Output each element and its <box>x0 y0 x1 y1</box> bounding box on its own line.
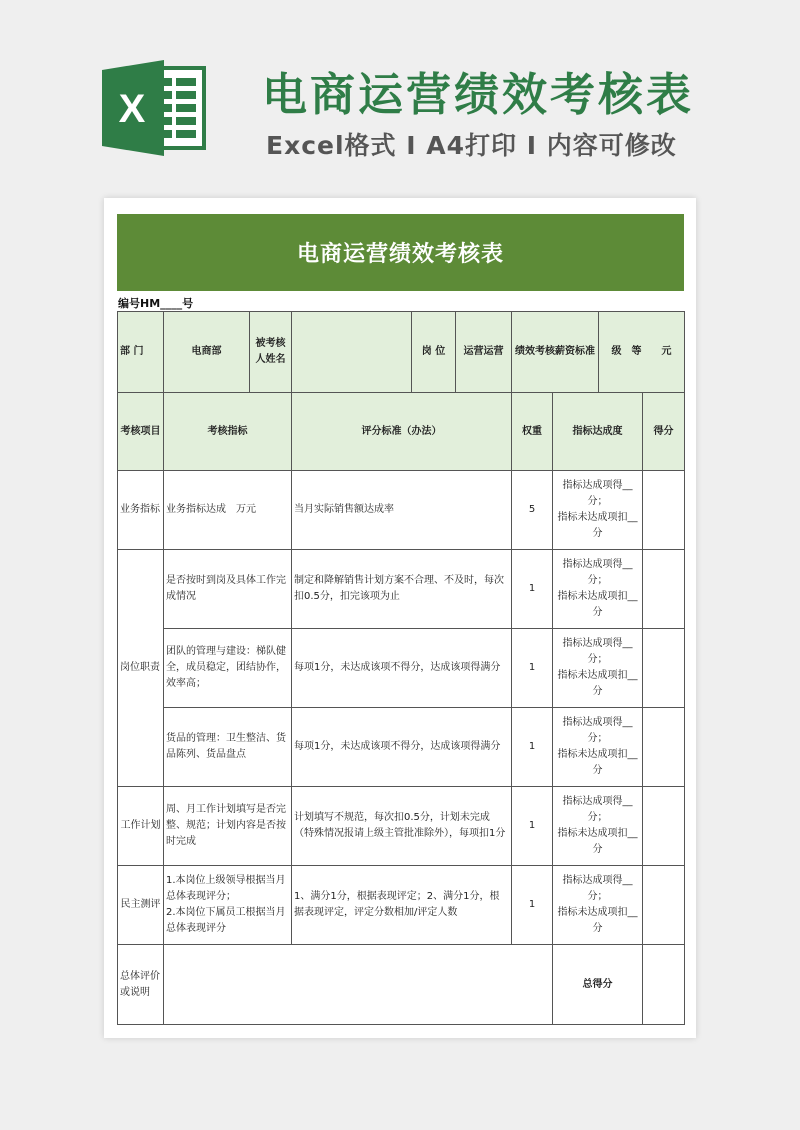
score-cell[interactable] <box>643 866 685 945</box>
total-score-field[interactable] <box>643 945 685 1025</box>
examinee-name-field[interactable] <box>292 312 412 393</box>
weight-cell: 1 <box>512 629 553 708</box>
score-cell[interactable] <box>643 708 685 787</box>
dept-label: 部 门 <box>118 312 164 393</box>
indicator-cell: 是否按时到岗及具体工作完成情况 <box>164 550 292 629</box>
post-label: 岗 位 <box>412 312 456 393</box>
col-header-category: 考核项目 <box>118 393 164 471</box>
document-code: 编号HM____号 <box>118 297 194 310</box>
achievement-cell[interactable]: 指标达成项得__分； 指标未达成项扣__分 <box>553 629 643 708</box>
category-cell: 岗位职责 <box>118 550 164 787</box>
weight-cell: 1 <box>512 550 553 629</box>
achievement-cell[interactable]: 指标达成项得__分； 指标未达成项扣__分 <box>553 708 643 787</box>
table-row <box>118 787 685 866</box>
category-cell: 工作计划 <box>118 787 164 866</box>
table-row <box>118 708 685 787</box>
summary-row <box>118 945 685 1025</box>
weight-cell: 1 <box>512 708 553 787</box>
summary-label: 总体评价或说明 <box>118 945 164 1025</box>
col-header-achievement: 指标达成度 <box>553 393 643 471</box>
standard-cell: 当月实际销售额达成率 <box>292 471 512 550</box>
page-subtitle: Excel格式 I A4打印 I 内容可修改 <box>266 131 677 160</box>
achievement-cell[interactable]: 指标达成项得__分； 指标未达成项扣__分 <box>553 550 643 629</box>
score-cell[interactable] <box>643 550 685 629</box>
evaluation-table <box>117 311 685 1025</box>
standard-cell: 1、满分1分，根据表现评定；2、满分1分，根据表现评定，评定分数相加/评定人数 <box>292 866 512 945</box>
table-row <box>118 629 685 708</box>
column-header-row <box>118 393 685 471</box>
examinee-label: 被考核人姓名 <box>250 312 292 393</box>
indicator-cell: 周、月工作计划填写是否完整、规范；计划内容是否按时完成 <box>164 787 292 866</box>
excel-logo-letter: X <box>118 87 146 131</box>
standard-cell: 每项1分，未达成该项不得分，达成该项得满分 <box>292 629 512 708</box>
sheet-title-banner: 电商运营绩效考核表 <box>117 214 684 291</box>
weight-cell: 1 <box>512 787 553 866</box>
weight-cell: 1 <box>512 866 553 945</box>
indicator-cell: 1.本岗位上级领导根据当月总体表现评分； 2.本岗位下属员工根据当月总体表现评分 <box>164 866 292 945</box>
dept-value[interactable]: 电商部 <box>164 312 250 393</box>
indicator-cell: 货品的管理：卫生整洁、货品陈列、货品盘点 <box>164 708 292 787</box>
table-row <box>118 550 685 629</box>
indicator-cell: 团队的管理与建设：梯队健全，成员稳定，团结协作，效率高； <box>164 629 292 708</box>
indicator-cell: 业务指标达成 万元 <box>164 471 292 550</box>
table-row <box>118 471 685 550</box>
info-row <box>118 312 685 393</box>
standard-cell: 每项1分，未达成该项不得分，达成该项得满分 <box>292 708 512 787</box>
achievement-cell[interactable]: 指标达成项得__分； 指标未达成项扣__分 <box>553 787 643 866</box>
standard-cell: 计划填写不规范，每次扣0.5分，计划未完成（特殊情况报请上级主管批准除外），每项扣1分 <box>292 787 512 866</box>
achievement-cell[interactable]: 指标达成项得__分； 指标未达成项扣__分 <box>553 866 643 945</box>
page-title: 电商运营绩效考核表 <box>262 68 695 121</box>
score-cell[interactable] <box>643 787 685 866</box>
standard-cell: 制定和降解销售计划方案不合理、不及时，每次扣0.5分，扣完该项为止 <box>292 550 512 629</box>
summary-comment-field[interactable] <box>164 945 553 1025</box>
col-header-standard: 评分标准（办法） <box>292 393 512 471</box>
achievement-cell[interactable]: 指标达成项得__分； 指标未达成项扣__分 <box>553 471 643 550</box>
table-row <box>118 866 685 945</box>
post-value[interactable]: 运营运营 <box>456 312 512 393</box>
category-cell: 业务指标 <box>118 471 164 550</box>
page-header <box>0 0 800 190</box>
score-cell[interactable] <box>643 629 685 708</box>
salary-standard-label: 绩效考核薪资标准 <box>512 312 599 393</box>
excel-logo-icon <box>102 60 206 156</box>
col-header-score: 得分 <box>643 393 685 471</box>
weight-cell: 5 <box>512 471 553 550</box>
col-header-indicator: 考核指标 <box>164 393 292 471</box>
total-score-label: 总得分 <box>553 945 643 1025</box>
col-header-weight: 权重 <box>512 393 553 471</box>
category-cell: 民主测评 <box>118 866 164 945</box>
score-cell[interactable] <box>643 471 685 550</box>
salary-standard-value[interactable]: 级 等 元 <box>599 312 685 393</box>
